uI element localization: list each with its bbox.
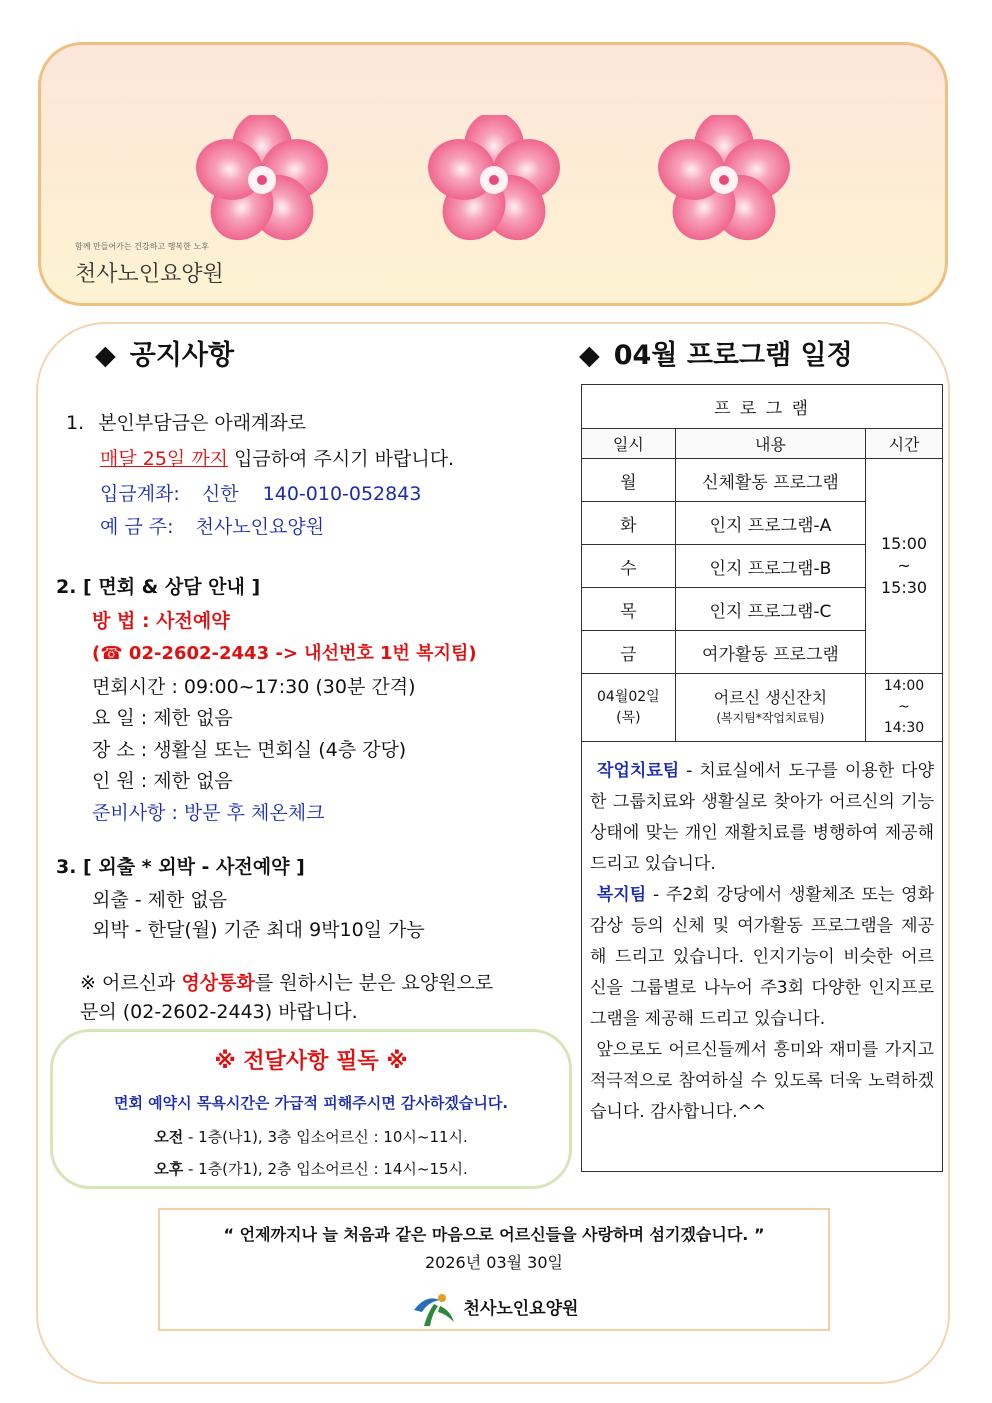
video-call-line2: 문의 (02-2602-2443) 바랍니다.	[80, 1001, 358, 1023]
item1-text: 본인부담금은 아래계좌로	[98, 412, 307, 434]
header-time: 시간	[866, 429, 943, 459]
visit-day-label: 요 일 :	[92, 707, 148, 729]
account-bank: 신한	[201, 483, 239, 505]
row-day: 월	[582, 459, 676, 502]
visit-prep: 방문 후 체온체크	[183, 802, 325, 824]
weekly-time-sep: ~	[897, 556, 911, 575]
visit-people-line	[92, 766, 233, 793]
bath-pm-line	[53, 1158, 569, 1179]
special-time-end: 14:30	[883, 720, 925, 736]
row-day: 수	[582, 545, 676, 588]
program-heading	[579, 333, 853, 372]
visit-people-label: 인 원 :	[92, 770, 148, 792]
notice-title: 공지사항	[129, 340, 235, 371]
weekly-time-start: 15:00	[880, 534, 928, 553]
visit-method-line	[92, 606, 230, 633]
overnight-line: 외박 - 한달(월) 기준 최대 9박10일 가능	[92, 919, 425, 941]
row-content: 인지 프로그램-B	[675, 545, 865, 588]
logo-icon	[410, 1290, 456, 1328]
visit-phone: (☎ 02-2602-2443 -> 내선번호 1번 복지팀)	[92, 643, 477, 664]
visit-place-line	[92, 735, 406, 762]
payment-due-rest: 입금하여 주시기 바랍니다.	[234, 448, 455, 470]
special-content: 어르신 생신잔치	[713, 687, 828, 707]
program-description	[581, 742, 943, 1172]
row-content: 인지 프로그램-C	[675, 588, 865, 631]
important-notice-box	[50, 1029, 572, 1189]
footer-box	[158, 1208, 830, 1331]
bath-pm-label: 오후	[154, 1160, 184, 1178]
row-day: 화	[582, 502, 676, 545]
notice-item1-line1	[66, 408, 306, 435]
row-content: 인지 프로그램-A	[675, 502, 865, 545]
cherry-blossom-icon	[187, 115, 337, 245]
special-time-cell	[866, 674, 943, 742]
account-number: 140-010-052843	[262, 483, 422, 505]
bath-am-line	[53, 1126, 569, 1147]
outing-line: 외출 - 제한 없음	[92, 889, 228, 911]
bath-am: - 1층(나1), 3층 입소어르신 : 10시~11시.	[187, 1128, 468, 1146]
notice-item1-line2	[100, 444, 454, 471]
item3-title: 3. [ 외출 * 외박 - 사전예약 ]	[56, 856, 305, 878]
holder-label: 예 금 주:	[100, 516, 174, 538]
special-time-start: 14:00	[883, 678, 925, 694]
video-call-line1	[80, 968, 493, 995]
header-content: 내용	[675, 429, 865, 459]
team1-text: - 치료실에서 도구를 이용한 다양한 그룹치료와 생활실로 찾아가 어르신의 기능 상태에 맞는 개인 재활치료를 병행하여 제공해 드리고 있습니다.	[590, 761, 935, 874]
visit-prep-line	[92, 798, 324, 825]
visit-time-line	[92, 672, 415, 699]
header-tagline: 함께 만들어가는 건강하고 행복한 노후	[75, 242, 209, 251]
visit-time: 09:00~17:30 (30분 간격)	[183, 676, 416, 698]
visit-day-line	[92, 703, 233, 730]
row-day: 목	[582, 588, 676, 631]
header-brand: 천사노인요양원	[75, 262, 224, 287]
visit-people: 제한 없음	[153, 770, 233, 792]
bath-am-label: 오전	[154, 1128, 184, 1146]
special-date: 04월02일	[597, 688, 660, 705]
item1-number: 1.	[66, 412, 85, 434]
video-post: 를 원하시는 분은 요양원으로	[254, 972, 494, 994]
team2-name: 복지팀	[596, 885, 647, 905]
item2-title: 2. [ 면회 & 상담 안내 ]	[56, 576, 261, 598]
visit-method-label: 방 법 :	[92, 610, 150, 632]
visit-day: 제한 없음	[153, 707, 233, 729]
cherry-blossom-icon	[649, 115, 799, 245]
team1-name: 작업치료팀	[597, 761, 680, 781]
program-table	[581, 384, 943, 742]
special-time-sep: ~	[898, 699, 910, 715]
bath-time-notice: 면회 예약시 목욕시간은 가급적 피해주시면 감사하겠습니다.	[113, 1094, 509, 1112]
closing-text: 앞으로도 어르신들께서 흥미와 재미를 가지고 적극적으로 참여하실 수 있도록 더욱 노력하겠습니다. 감사합니다.^^	[590, 1040, 935, 1122]
team2-text: - 주2회 강당에서 생활체조 또는 영화감상 등의 신체 및 여가활동 프로그램을 제공해 드리고 있습니다. 인지기능이 비슷한 어르신을 그룹별로 나누어 주3회 다양한 인지프로그램을 제공해 드리고 있습니다.	[590, 885, 935, 1029]
footer-date: 2026년 03월 30일	[425, 1253, 563, 1272]
visit-place: 생활실 또는 면회실 (4층 강당)	[153, 739, 407, 761]
important-notice-title: ※ 전달사항 필독 ※	[214, 1049, 408, 1074]
account-label: 입금계좌:	[100, 483, 180, 505]
holder-name: 천사노인요양원	[195, 516, 325, 538]
program-title: 04월 프로그램 일정	[613, 340, 853, 371]
payment-due: 매달 25일 까지	[100, 448, 229, 470]
bath-pm: - 1층(가1), 2층 입소어르신 : 14시~15시.	[187, 1160, 468, 1178]
special-weekday: (목)	[616, 709, 641, 726]
row-content: 여가활동 프로그램	[675, 631, 865, 674]
header-banner	[38, 42, 948, 306]
row-content: 신체활동 프로그램	[675, 459, 865, 502]
header-date: 일시	[582, 429, 676, 459]
account-line	[100, 479, 421, 506]
holder-line	[100, 512, 324, 539]
visit-prep-label: 준비사항 :	[92, 802, 178, 824]
cherry-blossom-icon	[419, 115, 569, 245]
special-sub: (복지팀*작업치료팀)	[716, 710, 825, 725]
footer-org-line	[160, 1290, 828, 1328]
row-day: 금	[582, 631, 676, 674]
special-date-cell	[582, 674, 676, 742]
weekly-time-cell	[866, 459, 943, 674]
visit-method: 사전예약	[156, 610, 230, 632]
weekly-time-end: 15:30	[880, 578, 928, 597]
special-content-cell	[675, 674, 865, 742]
visit-place-label: 장 소 :	[92, 739, 148, 761]
visit-time-label: 면회시간 :	[92, 676, 178, 698]
diamond-bullet-icon: ◆	[579, 340, 600, 371]
video-pre: ※ 어르신과	[80, 972, 176, 994]
program-table-title: 프 로 그 램	[582, 385, 943, 429]
diamond-bullet-icon: ◆	[95, 340, 116, 371]
footer-org: 천사노인요양원	[463, 1299, 579, 1319]
notice-heading	[95, 333, 234, 372]
video-highlight: 영상통화	[181, 972, 255, 994]
footer-quote: “ 언제까지나 늘 처음과 같은 마음으로 어르신들을 사랑하며 섬기겠습니다. ”	[223, 1225, 765, 1244]
